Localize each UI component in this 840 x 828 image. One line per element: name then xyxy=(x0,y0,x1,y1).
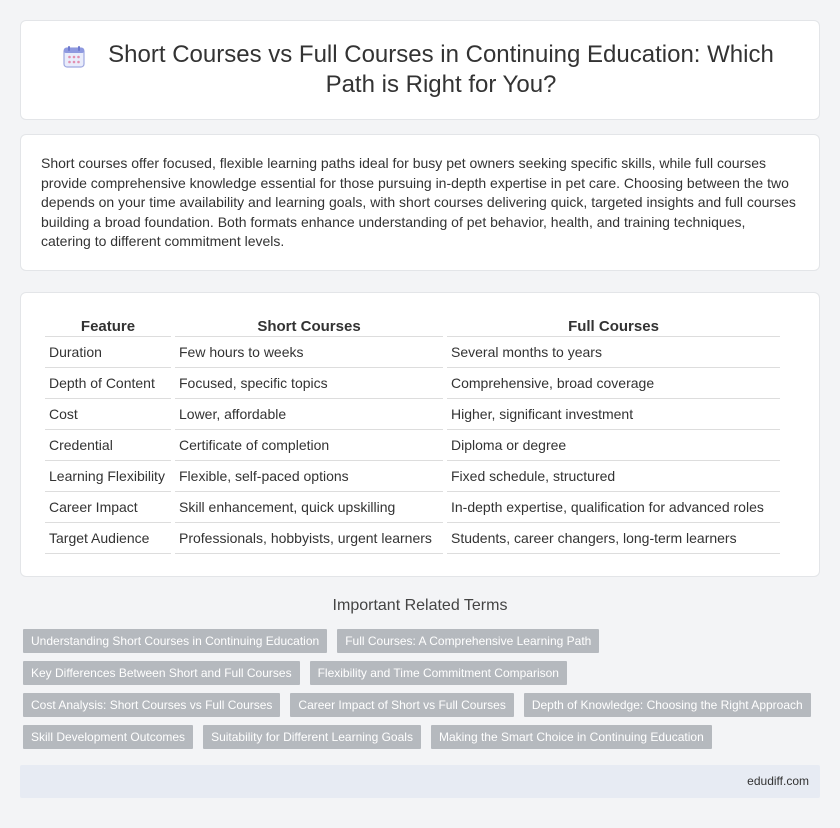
related-term-link[interactable]: Suitability for Different Learning Goals xyxy=(203,725,421,749)
related-term-link[interactable]: Depth of Knowledge: Choosing the Right Approach xyxy=(524,693,811,717)
table-cell: Flexible, self-paced options xyxy=(175,461,443,492)
footer-brand[interactable]: edudiff.com xyxy=(747,774,809,788)
tag-row xyxy=(20,661,820,685)
table-cell: Learning Flexibility xyxy=(45,461,171,492)
table-row xyxy=(45,399,780,430)
table-cell: Professionals, hobbyists, urgent learners xyxy=(175,523,443,554)
table-cell: Higher, significant investment xyxy=(447,399,780,430)
page-title: Short Courses vs Full Courses in Continuing Education: Which Path is Right for You? xyxy=(108,41,774,98)
related-term-link[interactable]: Full Courses: A Comprehensive Learning Path xyxy=(337,629,599,653)
table-cell: Duration xyxy=(45,337,171,368)
related-terms-list xyxy=(20,629,820,757)
header-inner xyxy=(61,40,779,100)
table-row xyxy=(45,368,780,399)
related-term-link[interactable]: Understanding Short Courses in Continuing Education xyxy=(23,629,327,653)
related-term-link[interactable]: Making the Smart Choice in Continuing Education xyxy=(431,725,712,749)
comparison-card xyxy=(20,292,820,577)
intro-text: Short courses offer focused, flexible learning paths ideal for busy pet owners seeking specific skills, while full courses provide comprehensive knowledge essential for those pursuing in-depth expertise in pet care. Choosing between the two depends on your time availability and learning goals, with short courses delivering quick, targeted insights and full courses building a broad foundation. Both formats enhance understanding of pet behavior, health, and training techniques, catering to different commitment levels. xyxy=(41,155,796,250)
related-term-link[interactable]: Career Impact of Short vs Full Courses xyxy=(290,693,513,717)
tag-row xyxy=(20,629,820,653)
related-terms-heading: Important Related Terms xyxy=(332,597,508,614)
table-cell: Students, career changers, long-term learners xyxy=(447,523,780,554)
table-cell: Lower, affordable xyxy=(175,399,443,430)
related-term-link[interactable]: Cost Analysis: Short Courses vs Full Courses xyxy=(23,693,280,717)
table-cell: Certificate of completion xyxy=(175,430,443,461)
tag-row xyxy=(20,693,820,717)
table-row xyxy=(45,523,780,554)
related-term-link[interactable]: Flexibility and Time Commitment Comparison xyxy=(310,661,567,685)
table-row xyxy=(45,461,780,492)
table-cell: Focused, specific topics xyxy=(175,368,443,399)
table-header-row xyxy=(45,315,780,337)
table-cell: Depth of Content xyxy=(45,368,171,399)
footer xyxy=(20,765,820,798)
tag-row xyxy=(20,725,820,749)
table-row xyxy=(45,492,780,523)
table-cell: Cost xyxy=(45,399,171,430)
header-card xyxy=(20,20,820,120)
table-cell: In-depth expertise, qualification for advanced roles xyxy=(447,492,780,523)
table-cell: Fixed schedule, structured xyxy=(447,461,780,492)
intro-card xyxy=(20,134,820,271)
table-cell: Few hours to weeks xyxy=(175,337,443,368)
column-header-full-courses: Full Courses xyxy=(447,315,780,337)
related-term-link[interactable]: Skill Development Outcomes xyxy=(23,725,193,749)
column-header-feature: Feature xyxy=(45,315,171,337)
column-header-short-courses: Short Courses xyxy=(175,315,443,337)
table-cell: Several months to years xyxy=(447,337,780,368)
calendar-icon xyxy=(61,44,87,70)
comparison-table xyxy=(41,315,784,554)
table-row xyxy=(45,337,780,368)
table-cell: Credential xyxy=(45,430,171,461)
related-term-link[interactable]: Key Differences Between Short and Full Courses xyxy=(23,661,300,685)
table-cell: Career Impact xyxy=(45,492,171,523)
table-cell: Skill enhancement, quick upskilling xyxy=(175,492,443,523)
table-row xyxy=(45,430,780,461)
table-cell: Diploma or degree xyxy=(447,430,780,461)
table-cell: Target Audience xyxy=(45,523,171,554)
table-cell: Comprehensive, broad coverage xyxy=(447,368,780,399)
